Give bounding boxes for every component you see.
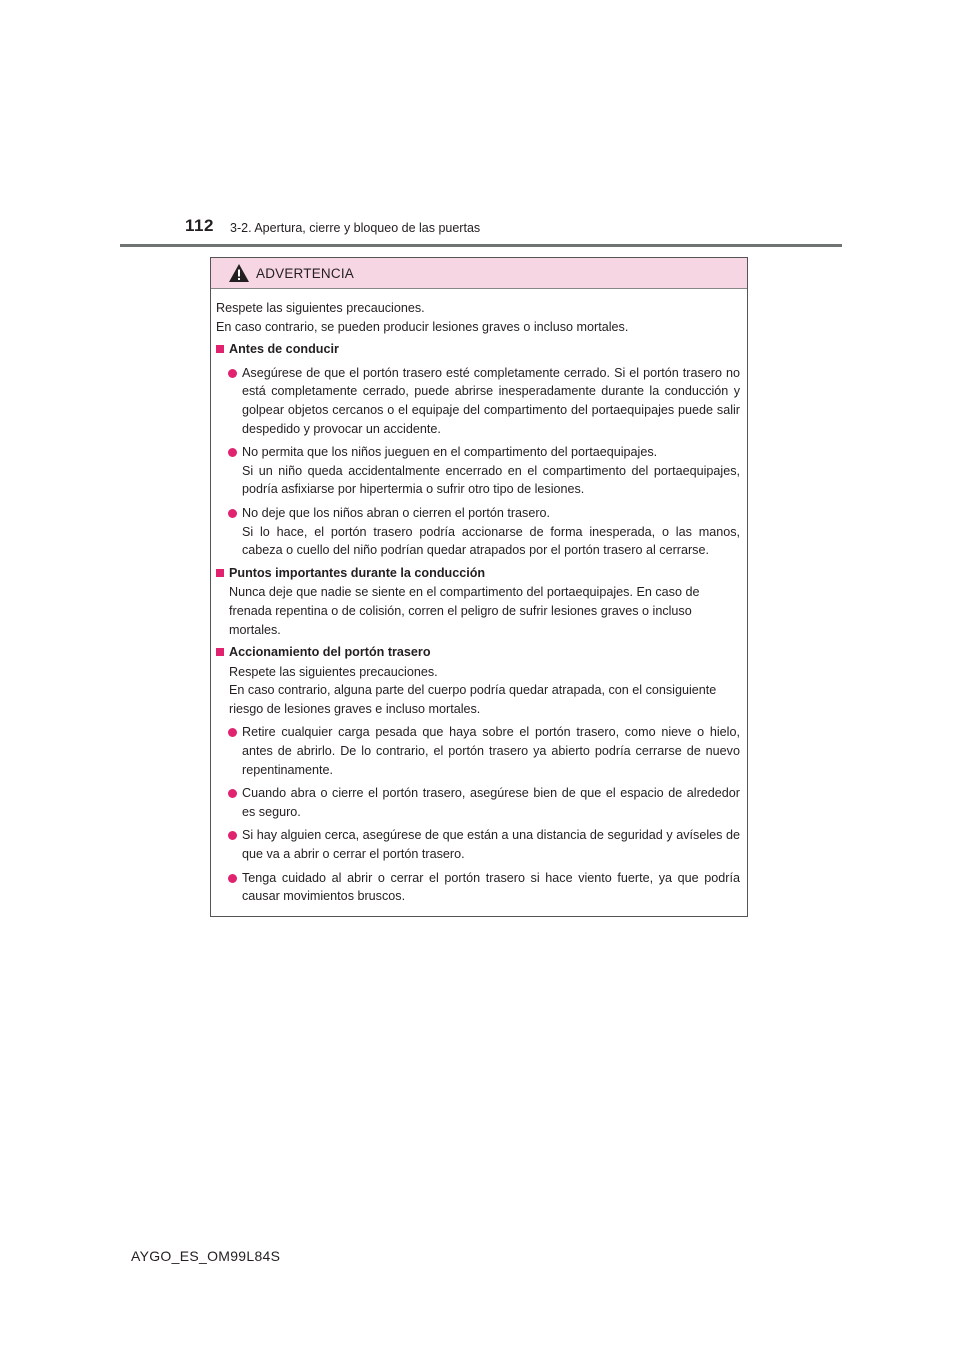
- warning-section: [216, 564, 740, 639]
- warning-title: ADVERTENCIA: [256, 265, 354, 281]
- round-bullet-icon: [228, 728, 237, 737]
- section-text: [216, 663, 740, 719]
- section-heading: [216, 564, 740, 583]
- bullet-item-text: Asegúrese de que el portón trasero esté completamente cerrado. Si el portón trasero no está completamente cerrado, puede abrirse inesperadamente durante la conducción y golpear objetos cercanos o el equipaje del compartimento del portaequipajes puede salir despedido y provocar un accidente.: [242, 365, 740, 436]
- section-text: [216, 583, 740, 639]
- square-bullet-icon: [216, 648, 224, 656]
- section-heading-text: Antes de conducir: [229, 342, 339, 357]
- round-bullet-icon: [228, 831, 237, 840]
- section-text-line: En caso contrario, alguna parte del cuerpo podría quedar atrapada, con el consiguiente riesgo de lesiones graves e incluso mortales.: [229, 683, 717, 716]
- bullet-item: [216, 443, 740, 499]
- warning-section: [216, 340, 740, 560]
- warning-sections: [216, 340, 740, 906]
- header-rule: [120, 244, 842, 247]
- warning-header: [211, 258, 747, 289]
- warning-section: [216, 643, 740, 906]
- warning-box: [210, 257, 748, 917]
- bullet-item: [216, 504, 740, 560]
- bullet-item-text: Tenga cuidado al abrir o cerrar el portón trasero si hace viento fuerte, ya que podría causar movimientos bruscos.: [242, 870, 740, 904]
- bullet-item-text: Si lo hace, el portón trasero podría accionarse de forma inesperada, o las manos, cabeza o cuello del niño podrían quedar atrapados por el portón trasero al cerrarse.: [242, 524, 740, 558]
- round-bullet-icon: [228, 789, 237, 798]
- intro-line: En caso contrario, se pueden producir lesiones graves o incluso mortales.: [216, 319, 629, 334]
- bullet-item: [216, 723, 740, 779]
- round-bullet-icon: [228, 369, 237, 378]
- bullet-item-text: No permita que los niños jueguen en el compartimento del portaequipajes.: [242, 445, 658, 460]
- round-bullet-icon: [228, 509, 237, 518]
- bullet-item: [216, 784, 740, 821]
- bullet-item: [216, 364, 740, 438]
- bullet-item-text: Si un niño queda accidentalmente encerrado en el compartimento del portaequipajes, podría asfixiarse por hipertermia o sufrir otro tipo de lesiones.: [242, 463, 740, 497]
- section-heading-text: Accionamiento del portón trasero: [229, 645, 431, 660]
- section-heading: [216, 340, 740, 359]
- section-heading-text: Puntos importantes durante la conducción: [229, 565, 486, 580]
- section-heading: [216, 643, 740, 662]
- square-bullet-icon: [216, 345, 224, 353]
- bullet-item-text: Cuando abra o cierre el portón trasero, asegúrese bien de que el espacio de alrededor es seguro.: [242, 786, 740, 819]
- footer-code: AYGO_ES_OM99L84S: [131, 1248, 281, 1264]
- round-bullet-icon: [228, 448, 237, 457]
- section-text-line: Nunca deje que nadie se siente en el compartimento del portaequipajes. En caso de frenada repentina o de colisión, corren el peligro de sufrir lesiones graves o incluso mortales.: [229, 585, 700, 637]
- page-number: 112: [185, 216, 214, 235]
- intro-line: Respete las siguientes precauciones.: [216, 301, 425, 315]
- warning-body: [211, 289, 747, 906]
- bullet-item: [216, 869, 740, 906]
- bullet-item-text: No deje que los niños abran o cierren el portón trasero.: [242, 505, 551, 520]
- section-title: 3-2. Apertura, cierre y bloqueo de las puertas: [230, 221, 481, 235]
- bullet-item-text: Si hay alguien cerca, asegúrese de que están a una distancia de seguridad y avíseles de que va a abrir o cerrar el portón trasero.: [242, 828, 740, 862]
- square-bullet-icon: [216, 569, 224, 577]
- round-bullet-icon: [228, 874, 237, 883]
- warning-intro: [216, 299, 740, 336]
- warning-triangle-icon: [228, 263, 250, 283]
- bullet-item-text: Retire cualquier carga pesada que haya sobre el portón trasero, como nieve o hielo, antes de abrirlo. De lo contrario, el portón trasero ya abierto podría cerrarse de nuevo repentinamente.: [242, 725, 740, 777]
- bullet-item: [216, 826, 740, 863]
- section-text-line: Respete las siguientes precauciones.: [229, 664, 438, 679]
